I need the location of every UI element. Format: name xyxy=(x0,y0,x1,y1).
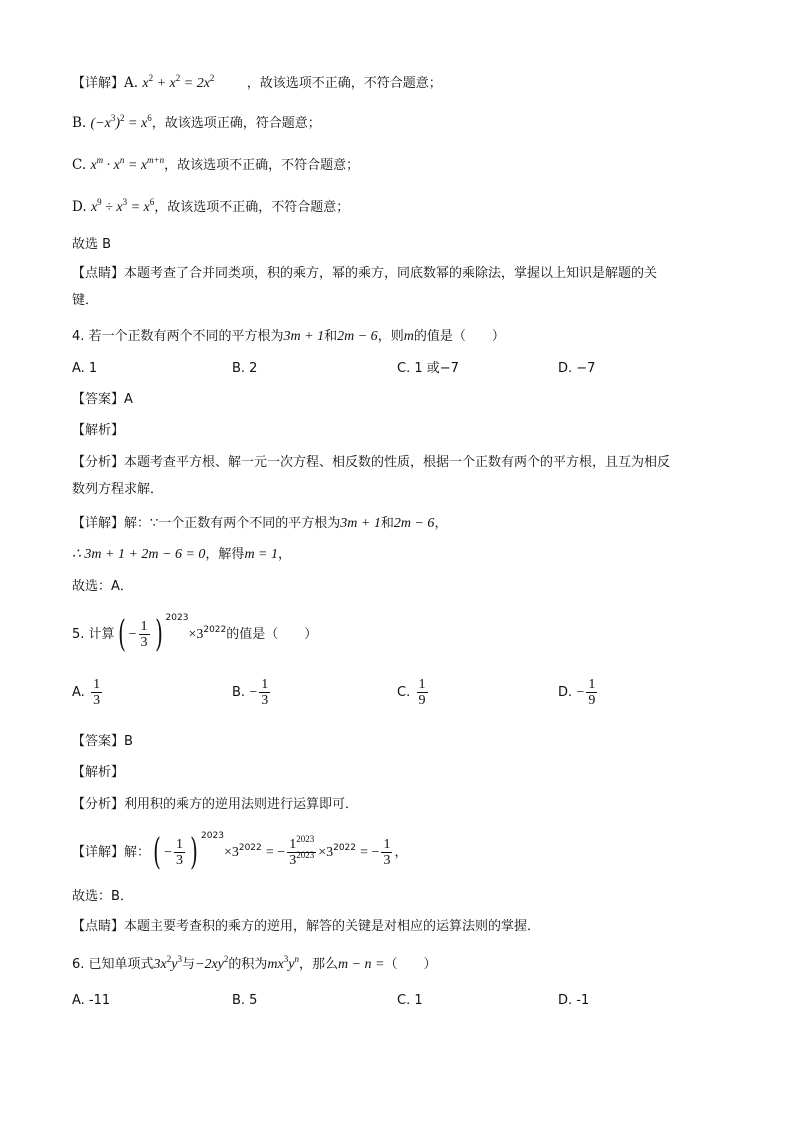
option-a-comment: ，故该选项不正确，不符合题意； xyxy=(246,76,442,91)
option-b-expression: $(-x^3)^2 = x^6$ xyxy=(90,113,152,131)
q6-option-b: B. 5 xyxy=(232,993,258,1008)
option-c-comment: ，故该选项不正确，不符合题意； xyxy=(164,158,360,173)
comment-tag: 【点睛】 xyxy=(72,266,125,281)
q3-comment-line2: 键． xyxy=(72,293,99,308)
comment-tag: 【点睛】 xyxy=(72,919,125,934)
q5-answer xyxy=(72,733,133,751)
q4-option-b: B. 2 xyxy=(232,361,258,376)
q4-option-d: D. −7 xyxy=(558,361,596,376)
detail-line-b xyxy=(72,114,321,133)
q6-stem: 6. 已知单项式$3x^2y^3$与$-2xy^2$的积为$mx^3y^n$，那么m − n =（ ） xyxy=(72,954,437,972)
q4-stem: 4. 若一个正数有两个不同的平方根为3m + 1和2m − 6，则m的值是（ ） xyxy=(72,329,505,344)
q4-choice: 故选：A． xyxy=(72,579,133,594)
option-d-prefix: D. xyxy=(72,199,87,215)
detail-tag: 【详解】 xyxy=(72,845,125,860)
q4-detail-line2: ∴ 3m + 1 + 2m − 6 = 0，解得m = 1， xyxy=(72,547,292,562)
option-b-comment: ，故该选项正确，符合题意； xyxy=(151,116,321,131)
fenxi-tag: 【分析】 xyxy=(72,455,125,470)
q3-choice: 故选 B xyxy=(72,237,112,252)
q5-detail: 【详解】解：( − $\frac{1}{3}$ ) $^{2023}\times 3^{2022}$ = − $\frac{1^{2023}}{3^{2023}}$ $\times 3^{2022}$ = − $\frac{1}{3}$ ， xyxy=(72,831,408,873)
q5-option-b: B. − $\frac{1}{3}$ xyxy=(232,677,269,708)
detail-tag: 【详解】 xyxy=(72,76,125,91)
detail-tag: 【详解】 xyxy=(72,516,125,531)
q5-comment: 【点睛】本题主要考查积的乘方的逆用，解答的关键是对相应的运算法则的掌握． xyxy=(72,919,541,934)
q5-fraction: $\frac{1}{3}$ xyxy=(140,619,148,650)
q3-comment-line1: 【点睛】本题考查了合并同类项，积的乘方，幂的乘方，同底数幂的乘除法，掌握以上知识是解题的关 xyxy=(72,266,658,281)
q6-option-c: C. 1 xyxy=(397,993,423,1008)
detail-line-c xyxy=(72,156,359,175)
q5-stem: 5. 计算( − $\frac{1}{3}$ ) $^{2023}\times 3^{2022}$的值是（ ） xyxy=(72,613,318,655)
q5-option-a: A. $\frac{1}{3}$ xyxy=(72,677,101,708)
answer-tag: 【答案】 xyxy=(72,734,125,749)
q5-option-c: C. $\frac{1}{9}$ xyxy=(397,677,426,708)
detail-line-a xyxy=(72,74,442,93)
fenxi-tag: 【分析】 xyxy=(72,797,125,812)
q5-choice: 故选：B． xyxy=(72,889,133,904)
q5-analysis-tag: 【解析】 xyxy=(72,765,125,780)
q4-fenxi-line2: 数列方程求解． xyxy=(72,482,164,497)
q5-fenxi: 【分析】利用积的乘方的逆用法则进行运算即可． xyxy=(72,797,359,812)
q6-option-a: A. -11 xyxy=(72,993,111,1008)
q4-answer xyxy=(72,391,133,409)
option-d-expression: $x^9 \div x^3 = x^6$ xyxy=(90,197,155,215)
q4-option-c: C. 1 或−7 xyxy=(397,361,459,376)
option-c-prefix: C. xyxy=(72,157,87,173)
option-b-prefix: B. xyxy=(72,115,87,131)
q4-fenxi-line1: 【分析】本题考查平方根、解一元一次方程、相反数的性质，根据一个正数有两个的平方根，且互为相反 xyxy=(72,455,671,470)
q4-var: m xyxy=(403,329,414,344)
option-c-expression: $x^m \cdot x^n = x^{m+n}$ xyxy=(90,155,165,173)
answer-value: B xyxy=(124,734,133,749)
q4-analysis-tag: 【解析】 xyxy=(72,423,125,438)
option-a-prefix: A. xyxy=(124,75,139,91)
q6-option-d: D. -1 xyxy=(558,993,590,1008)
q4-expr-2: 2m − 6 xyxy=(337,329,378,344)
detail-line-d xyxy=(72,198,349,217)
answer-tag: 【答案】 xyxy=(72,392,125,407)
option-d-comment: ，故该选项不正确，不符合题意； xyxy=(154,200,350,215)
q4-expr-1: 3m + 1 xyxy=(283,329,325,344)
q5-option-d: D. − $\frac{1}{9}$ xyxy=(558,677,596,708)
option-a-expression: $x^2 + x^2 = 2x^2$ xyxy=(142,73,215,91)
q4-option-a: A. 1 xyxy=(72,361,98,376)
q4-detail-line1: 【详解】解：∵一个正数有两个不同的平方根为3m + 1和2m − 6， xyxy=(72,516,448,531)
answer-value: A xyxy=(124,392,133,407)
